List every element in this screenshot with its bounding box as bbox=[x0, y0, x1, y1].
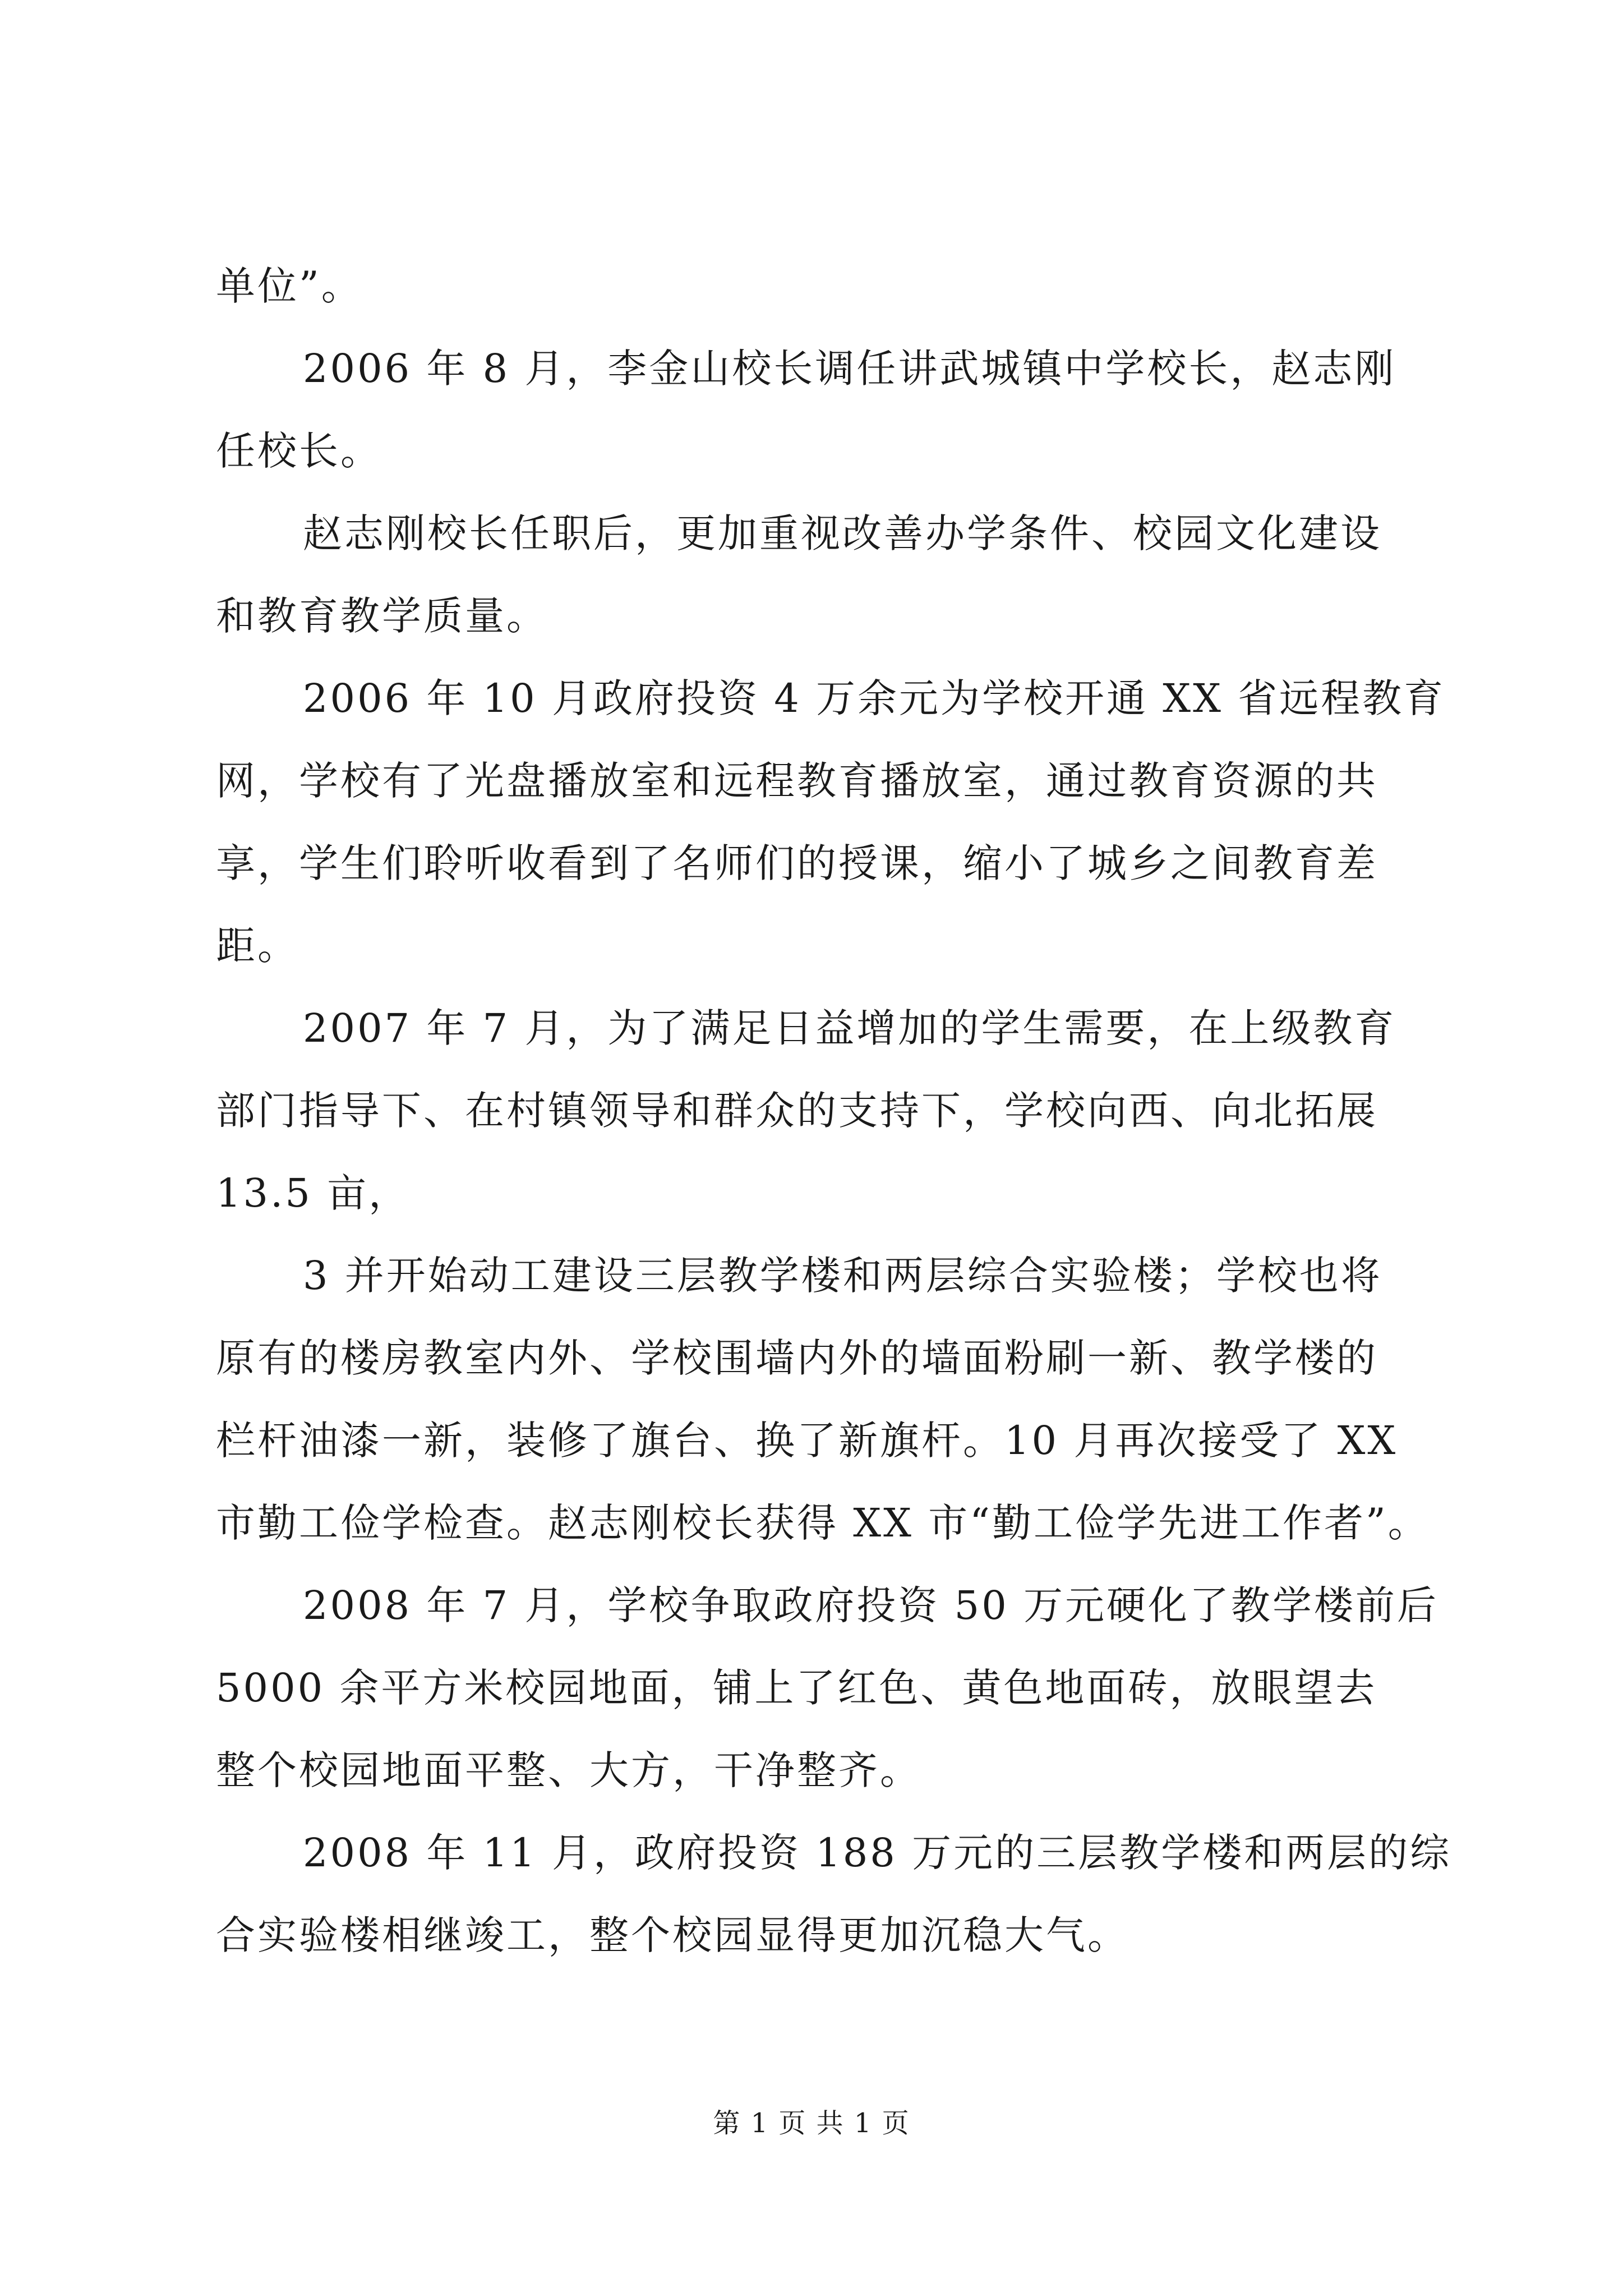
text-line: 栏杆油漆一新，装修了旗台、换了新旗杆。10 月再次接受了 XX bbox=[216, 1418, 1398, 1464]
text-line: 距。 bbox=[216, 923, 299, 969]
text-line: 5000 余平方米校园地面，铺上了红色、黄色地面砖，放眼望去 bbox=[216, 1665, 1377, 1711]
text-line: 部门指导下、在村镇领导和群众的支持下，学校向西、向北拓展 bbox=[216, 1088, 1378, 1134]
text-line: 2008 年 11 月，政府投资 188 万元的三层教学楼和两层的综 bbox=[303, 1830, 1452, 1876]
page-footer: 第 1 页 共 1 页 bbox=[713, 2108, 910, 2139]
body-text bbox=[216, 263, 1452, 1994]
text-line: 合实验楼相继竣工，整个校园显得更加沉稳大气。 bbox=[216, 1912, 1129, 1958]
text-line: 2007 年 7 月，为了满足日益增加的学生需要，在上级教育 bbox=[303, 1005, 1396, 1051]
text-line: 13.5 亩， bbox=[216, 1170, 411, 1216]
text-line: 享，学生们聆听收看到了名师们的授课，缩小了城乡之间教育差 bbox=[216, 840, 1378, 886]
text-line: 2008 年 7 月，学校争取政府投资 50 万元硬化了教学楼前后 bbox=[303, 1582, 1439, 1628]
text-line: 整个校园地面平整、大方，干净整齐。 bbox=[216, 1747, 921, 1793]
text-line: 2006 年 8 月，李金山校长调任讲武城镇中学校长，赵志刚 bbox=[303, 346, 1396, 392]
text-line: 2006 年 10 月政府投资 4 万余元为学校开通 XX 省远程教育 bbox=[303, 675, 1446, 721]
text-line: 任校长。 bbox=[216, 428, 382, 474]
text-line: 赵志刚校长任职后，更加重视改善办学条件、校园文化建设 bbox=[303, 510, 1382, 556]
text-line: 网，学校有了光盘播放室和远程教育播放室，通过教育资源的共 bbox=[216, 758, 1378, 804]
text-line: 市勤工俭学检查。赵志刚校长获得 XX 市“勤工俭学先进工作者”。 bbox=[216, 1500, 1430, 1546]
text-line: 单位”。 bbox=[216, 263, 363, 309]
text-line: 3 并开始动工建设三层教学楼和两层综合实验楼；学校也将 bbox=[303, 1253, 1382, 1299]
text-line: 原有的楼房教室内外、学校围墙内外的墙面粉刷一新、教学楼的 bbox=[216, 1335, 1378, 1381]
text-line: 和教育教学质量。 bbox=[216, 593, 548, 639]
